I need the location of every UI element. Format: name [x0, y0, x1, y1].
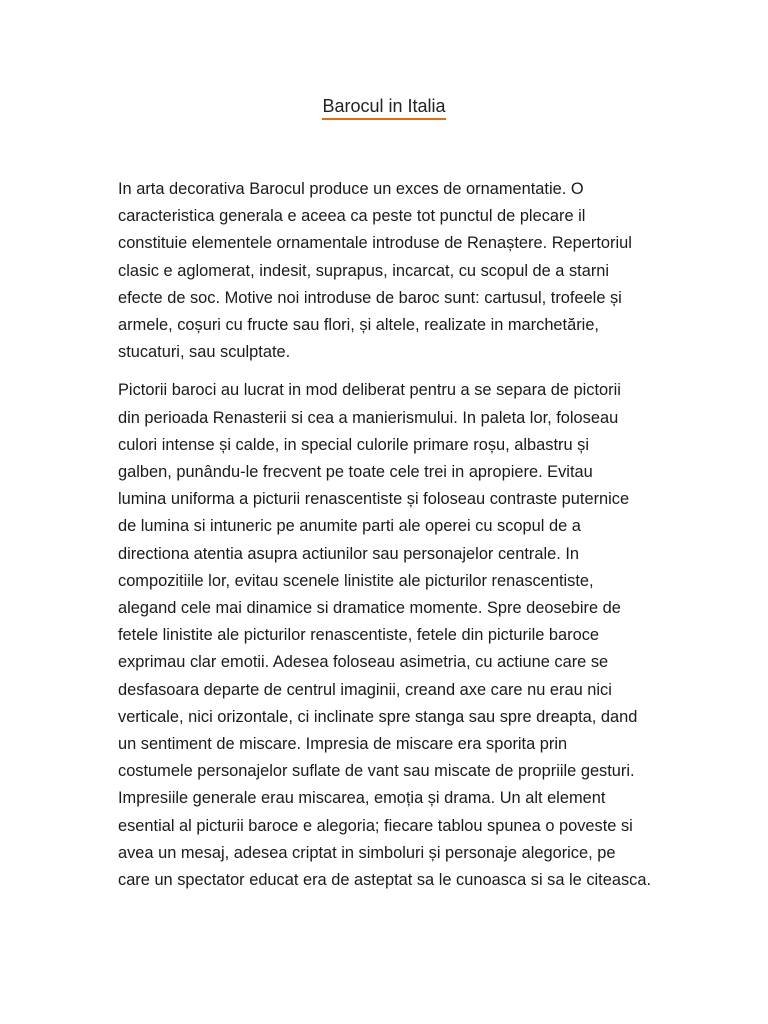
text-line: clasic e aglomerat, indesit, suprapus, incarcat, cu scopul de a starni: [118, 261, 610, 280]
text-line: Pictorii baroci au lucrat in mod deliberat pentru a se separa de pictorii: [118, 381, 621, 400]
text-line: desfasoara departe de centrul imaginii, creand axe care nu erau nici: [118, 680, 612, 699]
text-line: lumina uniforma a picturii renascentiste și foloseau contraste puternice: [118, 490, 630, 509]
text-line: care un spectator educat era de asteptat sa le cunoasca si sa le citeasca.: [118, 871, 652, 890]
title-container: [0, 95, 768, 120]
text-line: de lumina si intuneric pe anumite parti ale operei cu scopul de a: [118, 517, 581, 536]
text-line: galben, punându-le frecvent pe toate cele trei in apropiere. Evitau: [118, 463, 593, 482]
text-line: directiona atentia asupra actiunilor sau personajelor centrale. In: [118, 544, 580, 563]
text-line: In arta decorativa Barocul produce un exces de ornamentatie. O: [118, 180, 584, 198]
text-line: stucaturi, sau sculptate.: [118, 343, 291, 362]
text-line: constituie elementele ornamentale introduse de Renaștere. Repertoriul: [118, 234, 632, 253]
text-line: esential al picturii baroce e alegoria; fiecare tablou spunea o poveste si: [118, 816, 633, 835]
text-line: alegand cele mai dinamice si dramatice momente. Spre deosebire de: [118, 599, 621, 618]
text-line: din perioada Renasterii si cea a manierismului. In paleta lor, foloseau: [118, 408, 619, 427]
text-line: compozitiile lor, evitau scenele linistite ale picturilor renascentiste,: [118, 571, 594, 590]
text-line: efecte de soc. Motive noi introduse de baroc sunt: cartusul, trofeele și: [118, 288, 622, 307]
text-line: costumele personajelor suflate de vant sau miscate de propriile gesturi.: [118, 762, 635, 781]
text-line: un sentiment de miscare. Impresia de miscare era sporita prin: [118, 735, 568, 754]
paragraph-ornamentation: [118, 176, 683, 366]
text-line: armele, coșuri cu fructe sau flori, și altele, realizate in marchetărie,: [118, 316, 599, 335]
text-line: verticale, nici orizontale, ci inclinate spre stanga sau spre dreapta, dand: [118, 707, 638, 726]
text-line: Impresiile generale erau miscarea, emoția și drama. Un alt element: [118, 789, 606, 808]
document-body: [118, 176, 683, 894]
text-line: culori intense și calde, in special culorile primare roșu, albastru și: [118, 435, 589, 454]
paragraph-painters: [118, 377, 683, 894]
page-title: Barocul in Italia: [322, 95, 445, 120]
text-line: caracteristica generala e aceea ca peste tot punctul de plecare il: [118, 207, 586, 226]
text-line: avea un mesaj, adesea criptat in simboluri și personaje alegorice, pe: [118, 843, 616, 862]
text-line: fetele linistite ale picturilor renascentiste, fetele din picturile baroce: [118, 626, 600, 645]
text-line: exprimau clar emotii. Adesea foloseau asimetria, cu actiune care se: [118, 653, 609, 672]
